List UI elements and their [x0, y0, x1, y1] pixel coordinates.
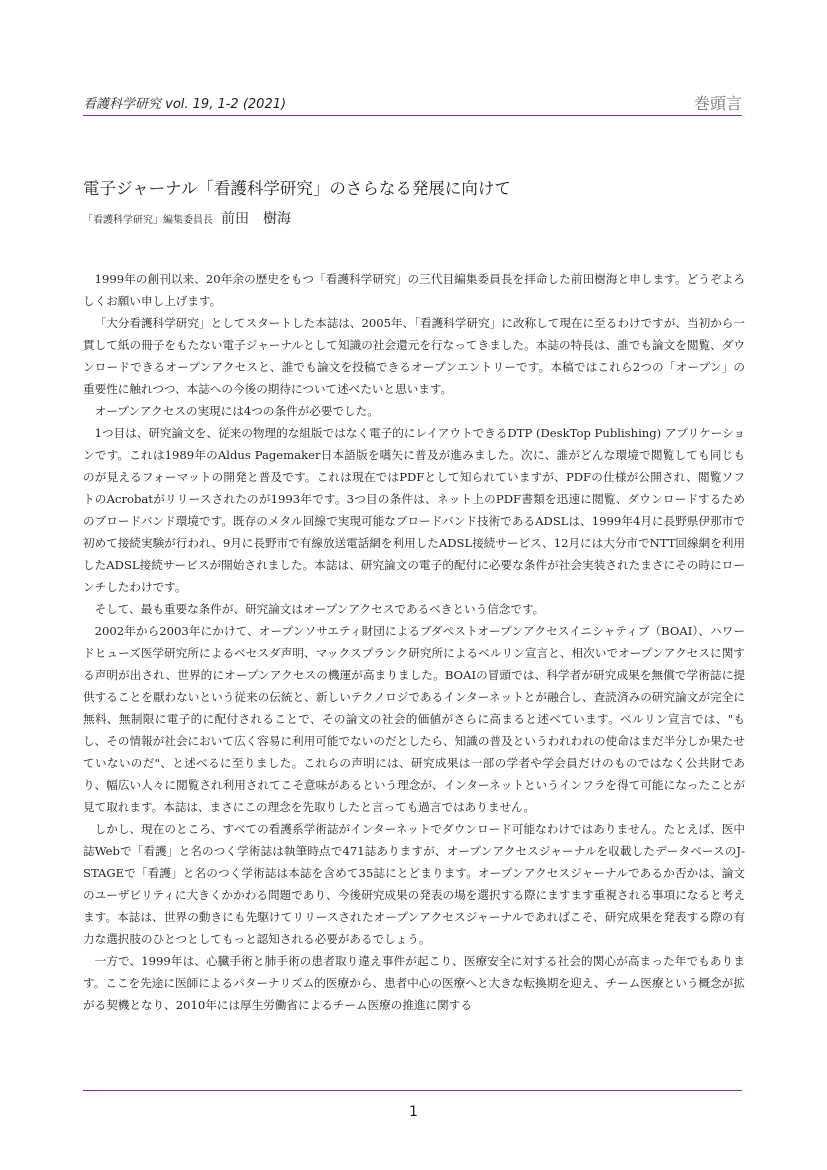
paragraph: 1999年の創刊以来、20年余の歴史をもつ「看護科学研究」の三代目編集委員長を拝命した前田樹海と申します。どうぞよろしくお願い申し上げます。 — [83, 272, 745, 308]
paragraph: 一方で、1999年は、心臓手術と肺手術の患者取り違え事件が起こり、医療安全に対する社会的関心が高まった年でもあります。ここを先途に医師によるパターナリズム的医療から、患者中心の医療へと大きな転換期を迎え、チーム医療という概念が拡がる契機となり、2010年には厚生労働省によるチーム医療の推進に関する — [83, 954, 745, 1012]
section-label: 巻頭言 — [693, 94, 742, 113]
author-line — [83, 208, 291, 228]
author-role: 「看護科学研究」編集委員長 — [83, 215, 213, 226]
paragraph: しかし、現在のところ、すべての看護系学術誌がインターネットでダウンロード可能なわけではありません。たとえば、医中誌Webで「看護」と名のつく学術誌は執筆時点で471誌ありますが、オープンアクセスジャーナルを収載したデータベースのJ-STAGEで「看護」と名のつく学術誌は本誌を含めて35誌にとどまります。オープンアクセスジャーナルであるか否かは、論文のユーザビリティに大きくかかわる問題であり、今後研究成果の発表の場を選択する際にますます重視される事項になると考えます。本誌は、世界の動きにも先駆けてリリースされたオープンアクセスジャーナルであればこそ、研究成果を発表する際の有力な選択肢のひとつとしてもっと認知される必要があるでしょう。 — [83, 822, 745, 946]
paragraph: オープンアクセスの実現には4つの条件が必要でした。 — [94, 404, 379, 418]
footer-rule — [83, 1090, 742, 1091]
article-body — [83, 268, 745, 1016]
paragraph: 「大分看護科学研究」としてスタートした本誌は、2005年、「看護科学研究」に改称して現在に至るわけですが、当初から一貫して紙の冊子をもたない電子ジャーナルとして知識の社会還元を行なってきました。本誌の特長は、誰でも論文を閲覧、ダウンロードできるオープンアクセスと、誰でも論文を投稿できるオープンエントリーです。本稿ではこれら2つの「オープン」の重要性に触れつつ、本誌への今後の期待について述べたいと思います。 — [83, 316, 745, 396]
paragraph: 1つ目は、研究論文を、従来の物理的な組版ではなく電子的にレイアウトできるDTP (DeskTop Publishing) アプリケーションです。これは1989年のAldus Pagemaker日本語版を嚆矢に普及が進みました。次に、誰がどんな環境で閲覧しても同じものが見えるフォーマットの開発と普及です。これは現在ではPDFとして知られていますが、PDFの仕様が公開され、閲覧ソフトのAcrobatがリリースされたのが1993年です。3つ目の条件は、ネット上のPDF書類を迅速に閲覧、ダウンロードするためのブロードバンド環境です。既存のメタル回線で実現可能なブロードバンド技術であるADSLは、1999年4月に長野県伊那市で初めて接続実験が行われ、9月に長野市で有線放送電話網を利用したADSL接続サービス、12月には大分市でNTT回線網を利用したADSL接続サービスが開始されました。本誌は、研究論文の電子的配付に必要な条件が社会実装されたまさにその時にローンチしたわけです。 — [83, 426, 745, 594]
journal-citation: 看護科学研究 vol. 19, 1-2 (2021) — [83, 97, 287, 112]
page-number: 1 — [409, 1104, 418, 1120]
paragraph: そして、最も重要な条件が、研究論文はオープンアクセスであるべきという信念です。 — [94, 602, 545, 616]
header-rule — [83, 115, 742, 116]
author-name: 前田 樹海 — [221, 211, 291, 227]
article-title: 電子ジャーナル「看護科学研究」のさらなる発展に向けて — [83, 179, 511, 198]
paragraph: 2002年から2003年にかけて、オープンソサエティ財団によるブダペストオープンアクセスイニシャティブ（BOAI）、ハワードヒューズ医学研究所によるベセスダ声明、マックスプランク研究所によるベルリン宣言と、相次いでオープンアクセスに関する声明が出され、世界的にオープンアクセスの機運が高まりました。BOAIの冒頭では、科学者が研究成果を無償で学術誌に提供することを厭わないという従来の伝統と、新しいテクノロジであるインターネットとが融合し、査読済みの研究論文が完全に無料、無制限に電子的に配付されることで、その論文の社会的価値がさらに高まると述べています。ベルリン宣言では、"もし、その情報が社会において広く容易に利用可能でないのだとしたら、知識の普及というわれわれの使命はまだ半分しか果たせていないのだ"、と述べるに至りました。これらの声明には、研究成果は一部の学者や学会員だけのものではなく公共財であり、幅広い人々に閲覧され利用されてこそ意味があるという理念が、インターネットというインフラを得て可能になったことが見て取れます。本誌は、まさにこの理念を先取りしたと言っても過言ではありません。 — [83, 624, 745, 814]
